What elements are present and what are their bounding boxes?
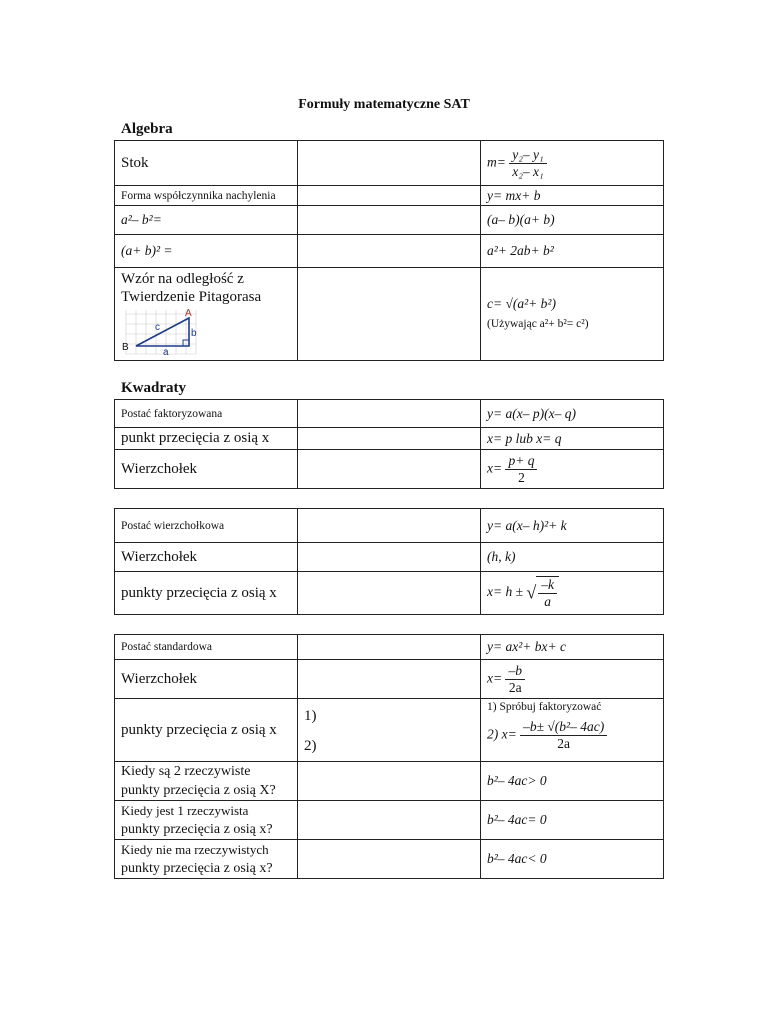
standard-vertex-x: x= [487, 670, 503, 686]
standard-vertex-fraction [505, 663, 525, 696]
standard-vertex-formula [481, 660, 664, 699]
standard-one-root-line2: punkty przecięcia z osią x? [121, 822, 273, 837]
distance-formula-cell [481, 268, 664, 361]
vertex-form-vertex-formula: (h, k) [481, 543, 664, 572]
empty-cell [298, 801, 481, 840]
table-row [115, 428, 664, 450]
table-row [115, 543, 664, 572]
standard-form-table [114, 634, 664, 879]
triangle-shape [136, 318, 189, 346]
triangle-vertex-A: A [185, 308, 192, 319]
distance-label-cell [115, 268, 298, 361]
standard-quadratic-prefix: 2) x= [487, 726, 517, 742]
standard-two-roots-line1: Kiedy są 2 rzeczywiste [121, 764, 251, 779]
factored-vertex-denominator: 2 [518, 469, 525, 485]
factored-label: Postać faktoryzowana [115, 400, 298, 428]
distance-label-line1: Wzór na odległość z [121, 271, 244, 287]
section-heading-algebra: Algebra [121, 121, 173, 137]
factored-intercept-label: punkt przecięcia z osią x [115, 428, 298, 450]
empty-cell [298, 186, 481, 206]
standard-one-root-formula: b²– 4ac= 0 [481, 801, 664, 840]
empty-cell [298, 660, 481, 699]
square-formula: a²+ 2ab+ b² [481, 235, 664, 268]
vertex-form-intercepts-label: punkty przecięcia z osią x [115, 572, 298, 615]
empty-cell [298, 428, 481, 450]
factored-vertex-formula [481, 450, 664, 489]
empty-cell [298, 400, 481, 428]
vertex-form-sqrt: √ $\frac{-k}{a}$ [526, 576, 559, 610]
stok-label: Stok [115, 141, 298, 186]
vertex-form-intercepts-prefix: x= h ± [487, 584, 524, 600]
empty-cell [298, 206, 481, 235]
empty-cell [298, 572, 481, 615]
standard-steps-cell [298, 699, 481, 762]
triangle-side-b: b [191, 328, 197, 339]
triangle-vertex-B: B [122, 342, 129, 353]
vertex-form-intercepts-denominator: a [544, 594, 552, 609]
table-row [115, 572, 664, 615]
standard-no-roots-label [115, 840, 298, 879]
standard-quadratic-denominator: 2a [557, 736, 571, 751]
square-label: (a+ b)² = [115, 235, 298, 268]
standard-vertex-label: Wierzchołek [115, 660, 298, 699]
standard-step-2: 2) [304, 738, 317, 754]
standard-vertex-numerator: –b [505, 663, 525, 680]
standard-quadratic-numerator: –b± √(b²– 4ac) [520, 719, 607, 736]
triangle-side-a: a [163, 347, 169, 356]
slope-m: m= [487, 154, 506, 170]
table-row [115, 660, 664, 699]
empty-cell [298, 235, 481, 268]
slope-denominator: x₂– x₁ [512, 163, 544, 179]
triangle-side-c: c [155, 322, 160, 333]
empty-cell [298, 141, 481, 186]
empty-cell [298, 509, 481, 543]
table-row [115, 268, 664, 361]
standard-one-root-line1: Kiedy jest 1 rzeczywista [121, 803, 249, 818]
table-row [115, 635, 664, 660]
table-row [115, 235, 664, 268]
vertex-form-label: Postać wierzchołkowa [115, 509, 298, 543]
vertex-form-intercepts-formula [481, 572, 664, 615]
standard-step-1: 1) [304, 708, 317, 724]
empty-cell [298, 268, 481, 361]
standard-form-label: Postać standardowa [115, 635, 298, 660]
standard-try-factor: 1) Spróbuj faktoryzować [487, 701, 602, 713]
pythagoras-triangle-diagram [121, 308, 201, 356]
distance-label-line2: Twierdzenie Pitagorasa [121, 289, 262, 305]
section-heading-kwadraty: Kwadraty [121, 380, 186, 396]
table-row [115, 186, 664, 206]
standard-quadratic-formula [487, 719, 657, 752]
vertex-form-vertex-label: Wierzchołek [115, 543, 298, 572]
standard-quadratic-cell [481, 699, 664, 762]
table-row [115, 509, 664, 543]
page-title: Formuły matematyczne SAT [298, 97, 470, 112]
standard-form-formula: y= ax²+ bx+ c [481, 635, 664, 660]
factored-table [114, 399, 664, 489]
empty-cell [298, 635, 481, 660]
forma-label: Forma współczynnika nachylenia [115, 186, 298, 206]
standard-quadratic-fraction [520, 719, 607, 752]
factored-formula: y= a(x– p)(x– q) [481, 400, 664, 428]
vertex-form-table [114, 508, 664, 615]
factored-vertex-x: x= [487, 460, 503, 476]
table-row [115, 840, 664, 879]
algebra-table [114, 140, 664, 361]
standard-two-roots-formula: b²– 4ac> 0 [481, 762, 664, 801]
empty-cell [298, 543, 481, 572]
factored-vertex-numerator: p+ q [505, 453, 537, 470]
slope-numerator: y₂– y₁ [509, 147, 547, 164]
standard-intercepts-label: punkty przecięcia z osią x [115, 699, 298, 762]
table-row [115, 400, 664, 428]
slope-fraction [509, 147, 547, 180]
standard-two-roots-line2: punkty przecięcia z osią X? [121, 783, 276, 798]
table-row [115, 762, 664, 801]
vertex-form-formula: y= a(x– h)²+ k [481, 509, 664, 543]
standard-no-roots-formula: b²– 4ac< 0 [481, 840, 664, 879]
distance-formula: c= √(a²+ b²) [487, 296, 556, 311]
diff-squares-formula: (a– b)(a+ b) [481, 206, 664, 235]
standard-no-roots-line1: Kiedy nie ma rzeczywistych [121, 842, 269, 857]
vertex-form-intercepts-numerator: –k [538, 577, 557, 594]
factored-vertex-fraction [505, 453, 537, 486]
table-row [115, 141, 664, 186]
factored-vertex-label: Wierzchołek [115, 450, 298, 489]
table-row [115, 801, 664, 840]
diff-squares-label: a²– b²= [115, 206, 298, 235]
table-row [115, 450, 664, 489]
empty-cell [298, 762, 481, 801]
standard-vertex-denominator: 2a [508, 679, 522, 695]
forma-formula: y= mx+ b [481, 186, 664, 206]
table-row [115, 206, 664, 235]
empty-cell [298, 840, 481, 879]
factored-intercept-formula: x= p lub x= q [481, 428, 664, 450]
table-row [115, 699, 664, 762]
distance-note: (Używając a²+ b²= c²) [487, 318, 589, 330]
standard-one-root-label [115, 801, 298, 840]
standard-no-roots-line2: punkty przecięcia z osią x? [121, 861, 273, 876]
empty-cell [298, 450, 481, 489]
standard-two-roots-label [115, 762, 298, 801]
slope-formula [481, 141, 664, 186]
